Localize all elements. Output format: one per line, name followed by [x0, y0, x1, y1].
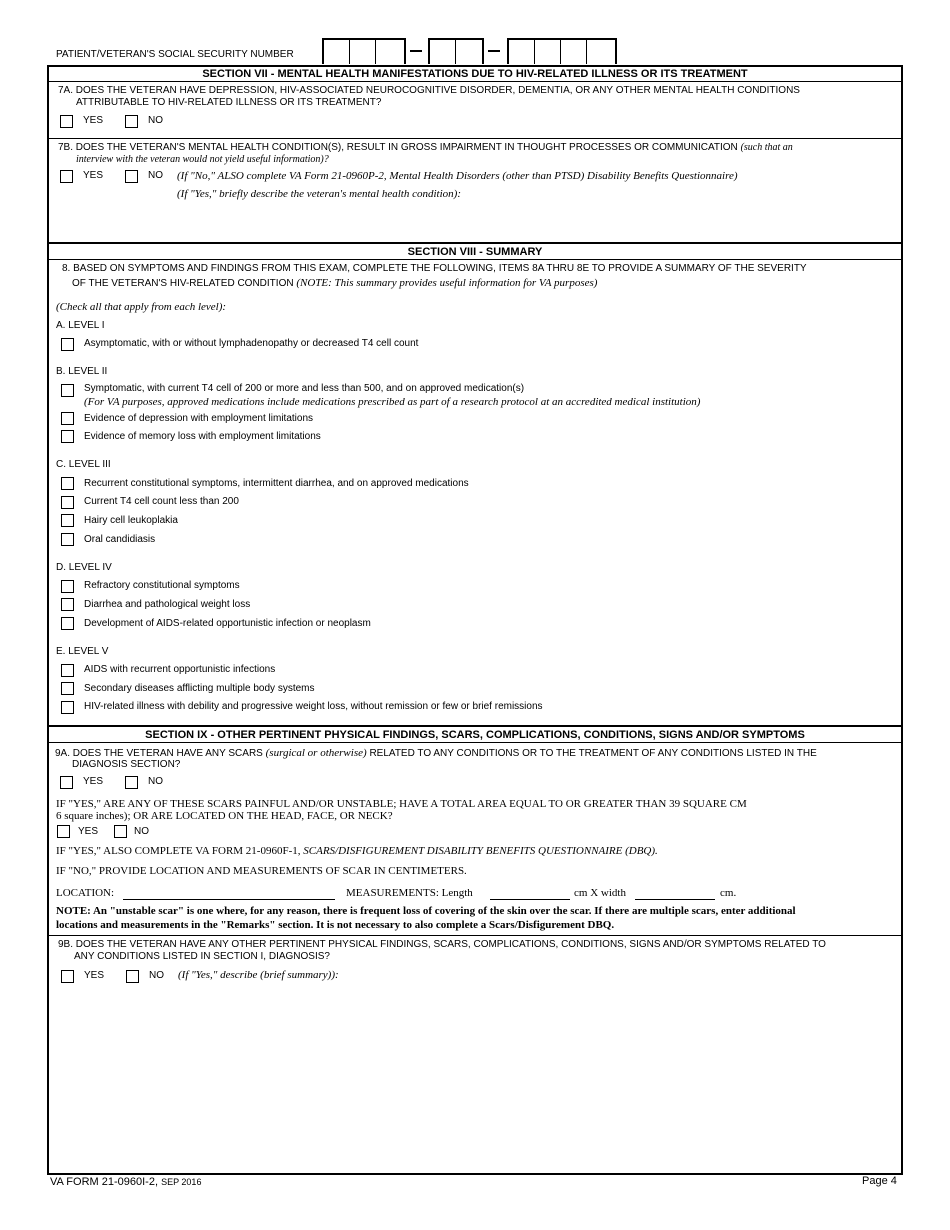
level-4-item-checkbox[interactable] [61, 580, 74, 593]
level-5-item-checkbox[interactable] [61, 664, 74, 677]
level-3-label: C. LEVEL III [56, 459, 111, 470]
length-field[interactable] [490, 899, 570, 900]
ssn-dash [410, 50, 422, 52]
level-4-item-checkbox[interactable] [61, 598, 74, 611]
unstable-scar-note: NOTE: An "unstable scar" is one where, for any reason, there is frequent loss of covering of the skin over the scar. If there are multiple scars, enter additional [56, 905, 796, 917]
level-4-item-label: Diarrhea and pathological weight loss [84, 599, 251, 610]
level-2-item-checkbox[interactable] [61, 412, 74, 425]
q9a-text-main: RELATED TO ANY CONDITIONS OR TO THE TREATMENT OF ANY CONDITIONS LISTED IN THE [369, 748, 817, 759]
q7b-yes-checkbox[interactable] [60, 170, 73, 183]
q7b-yes-note: (If "Yes," briefly describe the veteran's mental health condition): [177, 188, 461, 200]
q9b-no-checkbox[interactable] [126, 970, 139, 983]
level-4-item-label: Refractory constitutional symptoms [84, 580, 240, 591]
cm-x-width-label: cm X width [574, 887, 626, 899]
q7a-text: 7A. DOES THE VETERAN HAVE DEPRESSION, HIV-ASSOCIATED NEUROCOGNITIVE DISORDER, DEMENTIA, OR ANY OTHER MENTAL HEALTH CONDITIONS [58, 85, 800, 96]
level-4-item-label: Development of AIDS-related opportunistic infection or neoplasm [84, 618, 371, 629]
form-id-text: VA FORM 21-0960I-2, [50, 1176, 159, 1188]
q7b-text-main: 7B. DOES THE VETERAN'S MENTAL HEALTH CONDITION(S), RESULT IN GROSS IMPAIRMENT IN THOUGHT PROCESSES OR COMMUNICATION [58, 142, 738, 153]
level-2-item-label: Symptomatic, with current T4 cell of 200 or more and less than 500, and on approved medication(s) [84, 383, 525, 394]
q7b-text [58, 142, 793, 154]
q9b-text: 9B. DOES THE VETERAN HAVE ANY OTHER PERTINENT PHYSICAL FINDINGS, SCARS, COMPLICATIONS, CONDITIONS, SIGNS AND/OR SYMPTOMS RELATED TO [58, 939, 826, 950]
level-2-note: (For VA purposes, approved medications include medications prescribed as part of a research protocol at an accredited medical institution) [84, 396, 701, 408]
page-number: Page 4 [862, 1175, 897, 1187]
no-label: NO [148, 115, 163, 126]
q8-text-italic: (NOTE: This summary provides useful information for VA purposes) [296, 277, 598, 289]
yes-label: YES [84, 970, 105, 981]
level-5-item-checkbox[interactable] [61, 701, 74, 714]
ssn-label: PATIENT/VETERAN'S SOCIAL SECURITY NUMBER [56, 49, 294, 60]
q9b-yes-checkbox[interactable] [61, 970, 74, 983]
q7a-yes-checkbox[interactable] [60, 115, 73, 128]
level-1-label: A. LEVEL I [56, 320, 105, 331]
width-field[interactable] [635, 899, 715, 900]
divider [47, 242, 903, 244]
scar-painful-no-checkbox[interactable] [114, 825, 127, 838]
divider [47, 935, 903, 936]
level-5-item-label: AIDS with recurrent opportunistic infections [84, 664, 276, 675]
level-2-label: B. LEVEL II [56, 366, 108, 377]
level-3-item-label: Hairy cell leukoplakia [84, 515, 178, 526]
q8-text: 8. BASED ON SYMPTOMS AND FINDINGS FROM THIS EXAM, COMPLETE THE FOLLOWING, ITEMS 8A THRU 8E TO PROVIDE A SUMMARY OF THE SEVERITY [62, 263, 807, 274]
q7b-text-italic: (such that an [740, 142, 793, 153]
divider [47, 725, 903, 727]
ssn-part3-field[interactable] [507, 38, 617, 64]
q7b-description-field[interactable] [177, 204, 877, 238]
ssn-part1-field[interactable] [322, 38, 406, 64]
q9b-text: ANY CONDITIONS LISTED IN SECTION I, DIAGNOSIS? [74, 951, 330, 962]
ssn-part2-field[interactable] [428, 38, 484, 64]
q7a-no-checkbox[interactable] [125, 115, 138, 128]
yes-label: YES [83, 115, 104, 126]
also-complete-italic: SCARS/DISFIGUREMENT DISABILITY BENEFITS QUESTIONNAIRE (DBQ). [303, 845, 658, 857]
level-4-label: D. LEVEL IV [56, 562, 112, 573]
also-complete-text: IF "YES," ALSO COMPLETE VA FORM 21-0960F-1, [56, 845, 301, 857]
divider [47, 81, 903, 82]
q9a-no-checkbox[interactable] [125, 776, 138, 789]
level-5-item-label: HIV-related illness with debility and progressive weight loss, without remission or few or brief remissions [84, 701, 543, 712]
q8-text [72, 277, 597, 290]
no-label: NO [148, 170, 163, 181]
level-3-item-checkbox[interactable] [61, 533, 74, 546]
level-3-item-label: Oral candidiasis [84, 534, 156, 545]
q7a-text: ATTRIBUTABLE TO HIV-RELATED ILLNESS OR ITS TREATMENT? [76, 97, 382, 108]
level-2-item-checkbox[interactable] [61, 384, 74, 397]
q9b-description-field[interactable] [56, 990, 892, 1168]
yes-label: YES [78, 826, 99, 837]
divider [47, 742, 903, 743]
no-label: NO [149, 970, 164, 981]
no-label: NO [148, 776, 163, 787]
form-id [50, 1176, 201, 1188]
scar-painful-question: 6 square inches); OR ARE LOCATED ON THE HEAD, FACE, OR NECK? [56, 810, 393, 822]
divider [47, 138, 903, 139]
section-9-title: SECTION IX - OTHER PERTINENT PHYSICAL FINDINGS, SCARS, COMPLICATIONS, CONDITIONS, SIGNS AND/OR SYMPTOMS [145, 729, 805, 741]
ssn-dash [488, 50, 500, 52]
level-4-item-checkbox[interactable] [61, 617, 74, 630]
q7b-no-note: (If "No," ALSO complete VA Form 21-0960P-2, Mental Health Disorders (other than PTSD) Disability Benefits Questionnaire) [177, 170, 738, 182]
cm-label: cm. [720, 887, 737, 899]
yes-label: YES [83, 170, 104, 181]
level-2-item-label: Evidence of depression with employment limitations [84, 413, 313, 424]
check-all-instruction: (Check all that apply from each level): [56, 301, 227, 313]
level-3-item-checkbox[interactable] [61, 514, 74, 527]
no-label: NO [134, 826, 149, 837]
q8-text-main: OF THE VETERAN'S HIV-RELATED CONDITION [72, 278, 294, 289]
level-3-item-checkbox[interactable] [61, 496, 74, 509]
level-2-item-checkbox[interactable] [61, 430, 74, 443]
yes-label: YES [83, 776, 104, 787]
if-no-instruction: IF "NO," PROVIDE LOCATION AND MEASUREMENTS OF SCAR IN CENTIMETERS. [56, 865, 467, 877]
measurements-label: MEASUREMENTS: Length [346, 887, 473, 899]
location-field[interactable] [123, 899, 335, 900]
scar-painful-question: IF "YES," ARE ANY OF THESE SCARS PAINFUL AND/OR UNSTABLE; HAVE A TOTAL AREA EQUAL TO OR GREATER THAN 39 SQUARE CM [56, 798, 747, 810]
level-5-item-checkbox[interactable] [61, 682, 74, 695]
level-5-label: E. LEVEL V [56, 646, 109, 657]
level-2-item-label: Evidence of memory loss with employment limitations [84, 431, 321, 442]
divider [47, 259, 903, 260]
q7b-text-italic: interview with the veteran would not yield useful information)? [76, 154, 329, 165]
q7b-no-checkbox[interactable] [125, 170, 138, 183]
also-complete-instruction [56, 845, 658, 858]
section-8-title: SECTION VIII - SUMMARY [407, 246, 543, 258]
level-1-item-label: Asymptomatic, with or without lymphadenopathy or decreased T4 cell count [84, 338, 419, 349]
q9a-text-italic: (surgical or otherwise) [265, 747, 367, 759]
level-3-item-label: Recurrent constitutional symptoms, intermittent diarrhea, and on approved medications [84, 478, 469, 489]
location-label: LOCATION: [56, 887, 115, 899]
q9a-text: DIAGNOSIS SECTION? [72, 759, 181, 770]
level-1-item-checkbox[interactable] [61, 338, 74, 351]
level-5-item-label: Secondary diseases afflicting multiple body systems [84, 683, 315, 694]
unstable-scar-note: locations and measurements in the "Remarks" section. It is not necessary to also complete a Scars/Disfigurement DBQ. [56, 919, 615, 931]
scar-painful-yes-checkbox[interactable] [57, 825, 70, 838]
level-3-item-checkbox[interactable] [61, 477, 74, 490]
q9a-yes-checkbox[interactable] [60, 776, 73, 789]
level-3-item-label: Current T4 cell count less than 200 [84, 496, 239, 507]
q9a-text-main: 9A. DOES THE VETERAN HAVE ANY SCARS [55, 748, 263, 759]
q9b-note: (If "Yes," describe (brief summary)): [178, 969, 339, 981]
section-7-title: SECTION VII - MENTAL HEALTH MANIFESTATIONS DUE TO HIV-RELATED ILLNESS OR ITS TREATMENT [202, 68, 748, 80]
form-date: SEP 2016 [161, 1177, 202, 1187]
